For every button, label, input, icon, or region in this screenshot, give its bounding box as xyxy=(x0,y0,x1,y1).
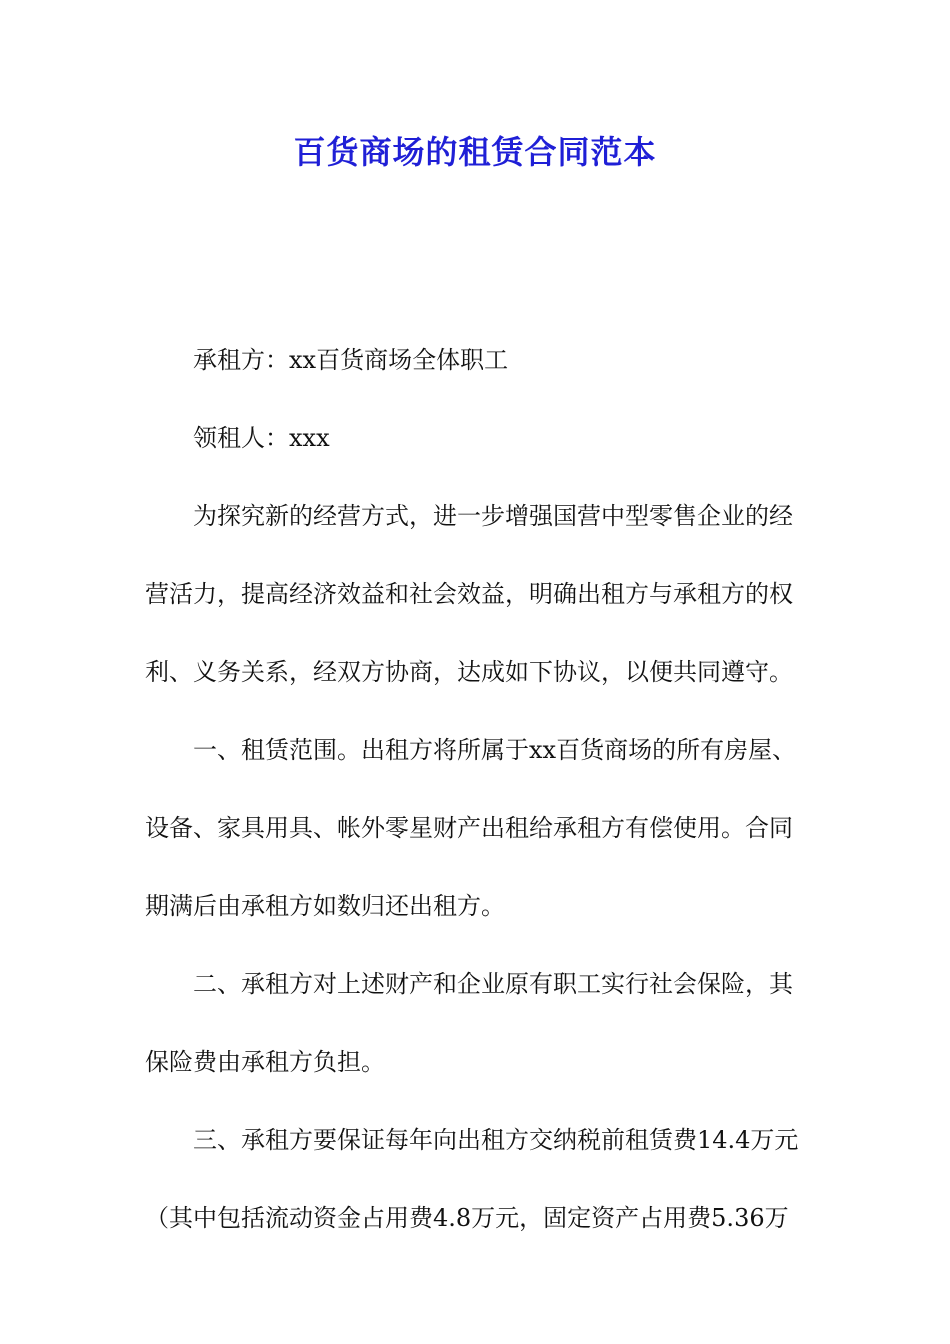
document-title: 百货商场的租赁合同范本 xyxy=(293,133,657,171)
paragraph-line: 利、义务关系，经双方协商，达成如下协议，以便共同遵守。 xyxy=(145,658,793,686)
paragraph-line: 保险费由承租方负担。 xyxy=(145,1048,385,1076)
paragraph-line: 期满后由承租方如数归还出租方。 xyxy=(145,892,505,920)
document-body xyxy=(145,340,805,1276)
paragraph-line: 设备、家具用具、帐外零星财产出租给承租方有偿使用。合同 xyxy=(145,814,793,842)
paragraph-line: 一、租赁范围。出租方将所属于xx百货商场的所有房屋、 xyxy=(193,736,797,764)
paragraph-line: 承租方：xx百货商场全体职工 xyxy=(193,346,509,374)
paragraph-line: 二、承租方对上述财产和企业原有职工实行社会保险，其 xyxy=(193,970,793,998)
paragraph-line: 营活力，提高经济效益和社会效益，明确出租方与承租方的权 xyxy=(145,580,793,608)
paragraph-line: （其中包括流动资金占用费4.8万元，固定资产占用费5.36万 xyxy=(145,1204,789,1232)
paragraph-line: 三、承租方要保证每年向出租方交纳税前租赁费14.4万元 xyxy=(193,1126,799,1154)
paragraph-line: 领租人：xxx xyxy=(193,424,330,452)
paragraph-line: 为探究新的经营方式，进一步增强国营中型零售企业的经 xyxy=(193,502,793,530)
